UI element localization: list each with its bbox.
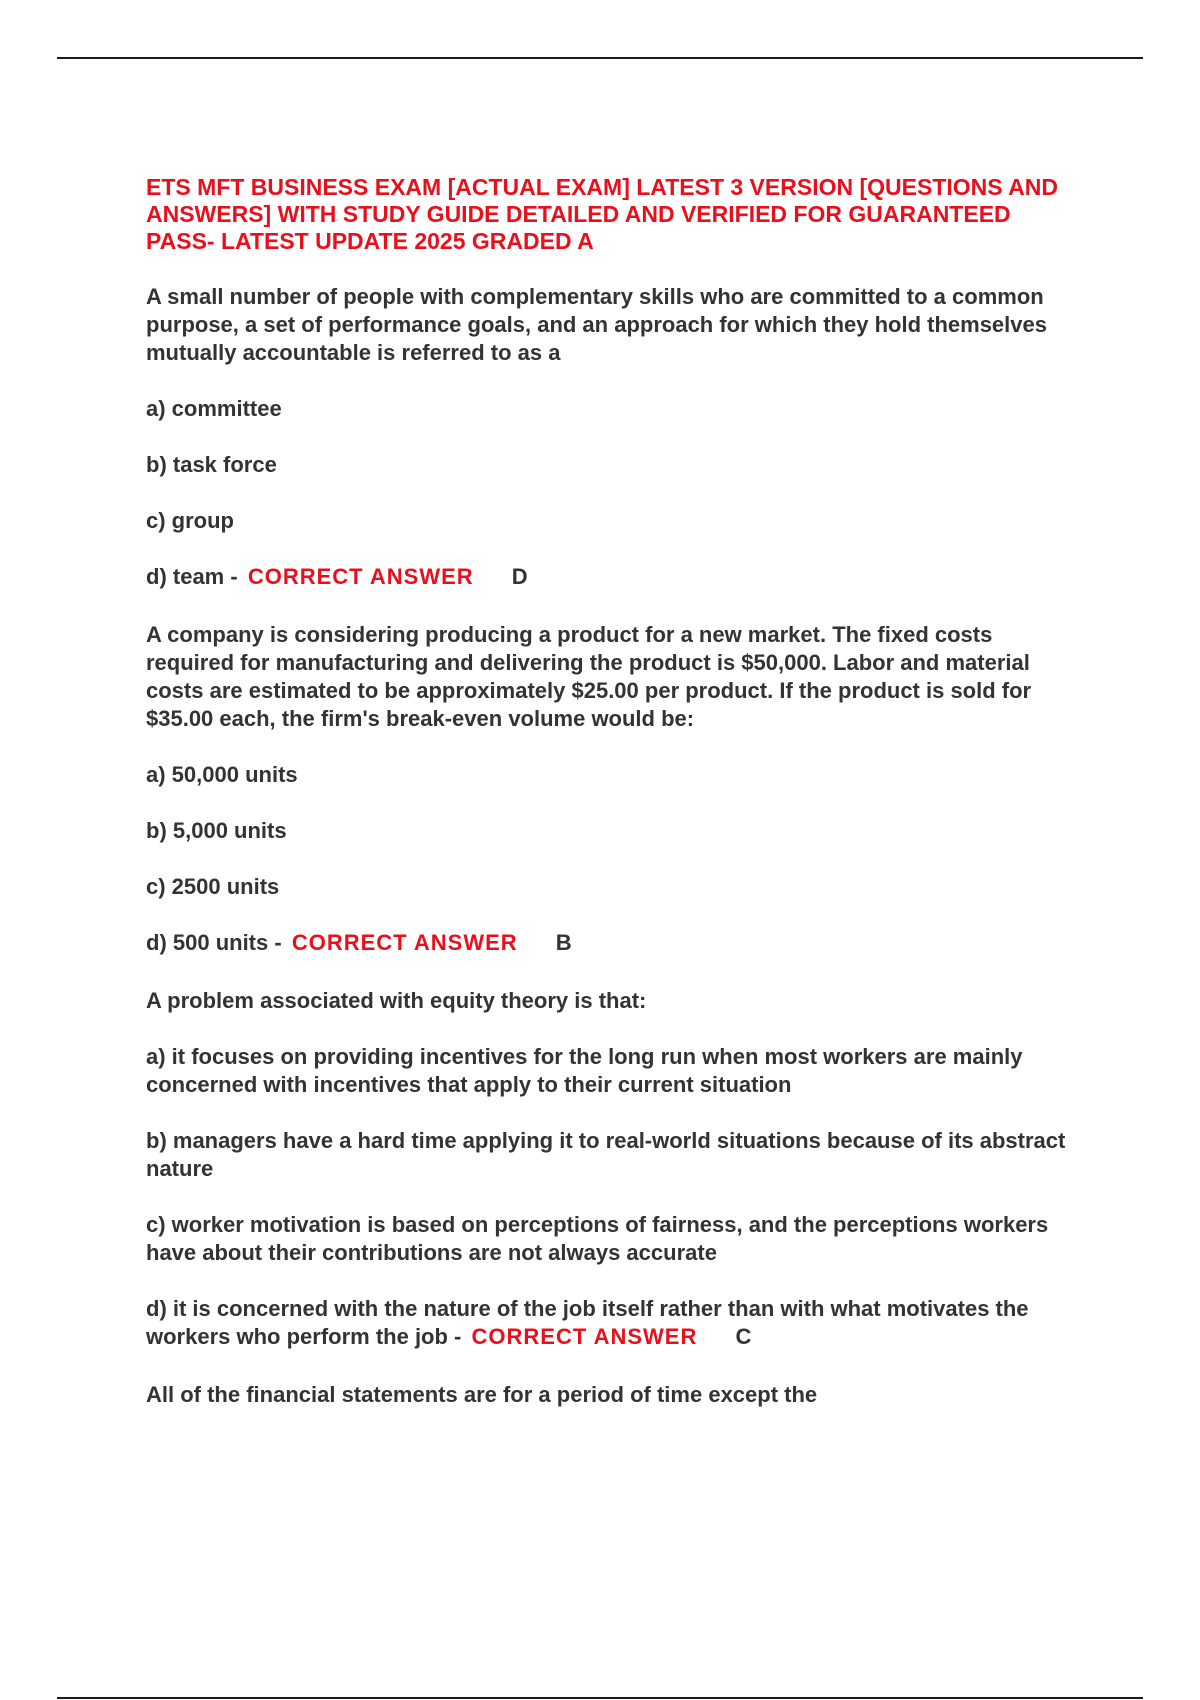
question-2-option-d (146, 929, 1086, 957)
question-3-option-c: c) worker motivation is based on perceptions of fairness, and the perceptions workers have about their contributions are not always accurate (146, 1212, 1049, 1265)
question-2-answer: B (555, 930, 572, 955)
question-1-option-c: c) group (146, 508, 234, 533)
document-title: ETS MFT BUSINESS EXAM [ACTUAL EXAM] LATEST 3 VERSION [QUESTIONS AND ANSWERS] WITH STUDY GUIDE DETAILED AND VERIFIED FOR GUARANTEED PASS- LATEST UPDATE 2025 GRADED A (146, 174, 1058, 254)
question-3-answer: C (735, 1324, 752, 1349)
question-3-stem: A problem associated with equity theory is that: (146, 988, 647, 1013)
question-1-option-d (146, 563, 1086, 591)
bottom-rule (57, 1697, 1143, 1699)
question-3-option-a: a) it focuses on providing incentives for the long run when most workers are mainly concerned with incentives that apply to their current situation (146, 1044, 1023, 1097)
question-1-answer: D (511, 564, 528, 589)
question-1-option-d-text: d) team - (146, 564, 238, 589)
question-2-option-a: a) 50,000 units (146, 762, 298, 787)
question-2-option-c: c) 2500 units (146, 874, 280, 899)
question-4-stem: All of the financial statements are for a period of time except the (146, 1382, 818, 1407)
top-rule (57, 57, 1143, 59)
question-2-option-b: b) 5,000 units (146, 818, 287, 843)
question-2-option-d-text: d) 500 units - (146, 930, 282, 955)
question-2-stem: A company is considering producing a product for a new market. The fixed costs required for manufacturing and delivering the product is $50,000. Labor and material costs are estimated to be approximately $25.00 per product. If the product is sold for $35.00 each, the firm's break-even volume would be: (146, 622, 1032, 731)
correct-answer-label: CORRECT ANSWER (471, 1324, 698, 1349)
correct-answer-label: CORRECT ANSWER (291, 930, 518, 955)
question-1-option-a: a) committee (146, 396, 282, 421)
question-3-option-d (146, 1295, 1086, 1351)
question-1-option-b: b) task force (146, 452, 277, 477)
correct-answer-label: CORRECT ANSWER (247, 564, 474, 589)
question-3-option-b: b) managers have a hard time applying it to real-world situations because of its abstract nature (146, 1128, 1066, 1181)
question-3-option-d-text: d) it is concerned with the nature of the job itself rather than with what motivates the workers who perform the job - (146, 1296, 1029, 1349)
document-body (146, 174, 1086, 1437)
question-1-stem: A small number of people with complementary skills who are committed to a common purpose, a set of performance goals, and an approach for which they hold themselves mutually accountable is referred to as a (146, 284, 1047, 365)
